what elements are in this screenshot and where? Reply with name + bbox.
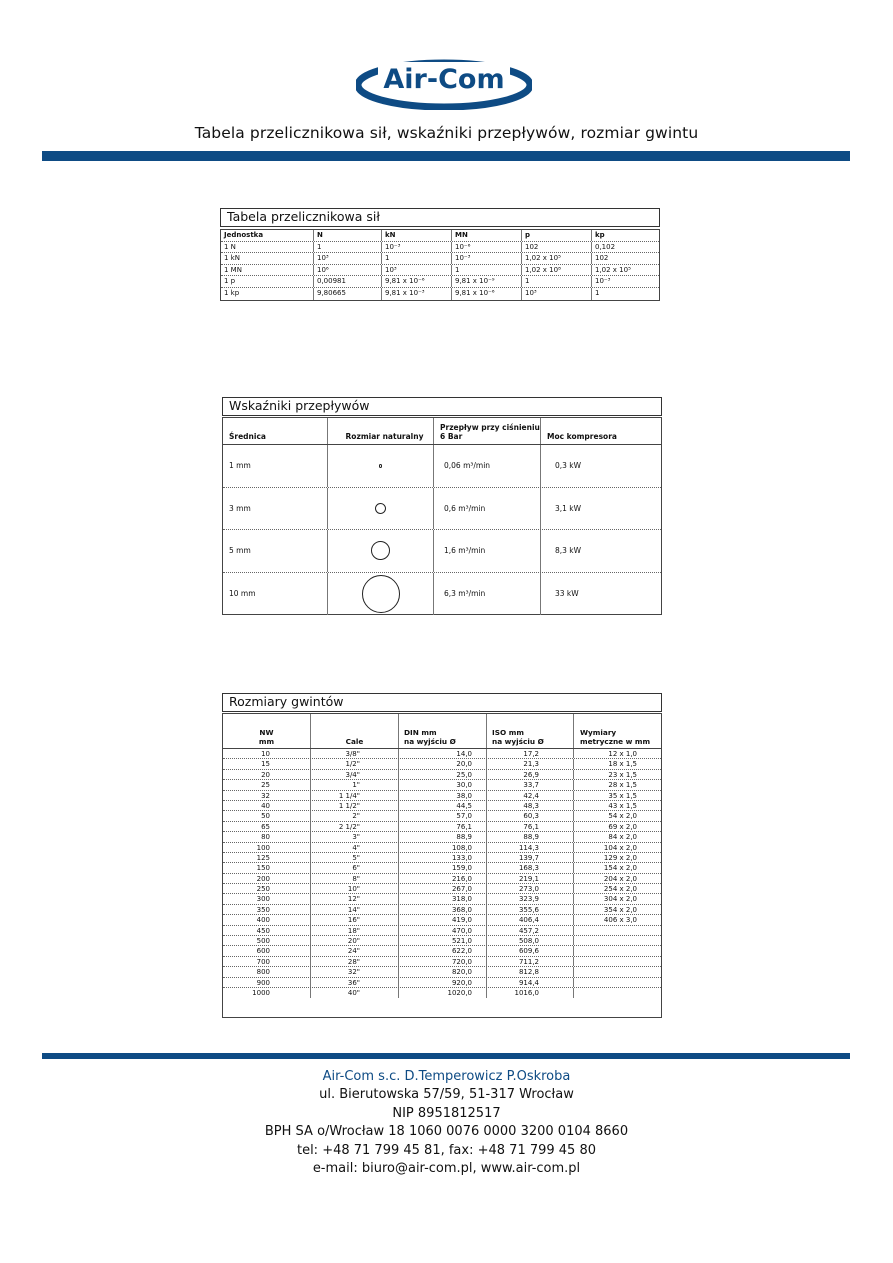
threads-cell: 1" <box>311 780 399 789</box>
threads-cell: 26,9 <box>487 770 574 779</box>
threads-cell: 21,3 <box>487 759 574 768</box>
threads-cell: 114,3 <box>487 843 574 852</box>
threads-cell: 318,0 <box>399 894 487 903</box>
flow-header-row <box>223 418 661 445</box>
threads-cell: 6" <box>311 863 399 872</box>
threads-row <box>223 894 661 904</box>
threads-cell: 84 x 2,0 <box>608 833 637 842</box>
threads-cell: 50 <box>223 811 311 820</box>
threads-cell: 323,9 <box>487 894 574 903</box>
forces-cell: 1 <box>595 288 600 297</box>
threads-cell: 700 <box>223 957 311 966</box>
threads-cell: 250 <box>223 884 311 893</box>
forces-cell: 1 N <box>221 242 314 253</box>
threads-cell <box>574 936 661 945</box>
natural-size-circle <box>375 503 386 514</box>
threads-cell: 1/2" <box>311 759 399 768</box>
footer-band <box>42 1053 850 1059</box>
threads-cell: 914,4 <box>487 978 574 987</box>
threads-cell: 5" <box>311 853 399 862</box>
threads-cell: 12 x 1,0 <box>608 750 637 758</box>
threads-cell: 32" <box>311 967 399 976</box>
threads-cell: 3" <box>311 832 399 841</box>
forces-row <box>221 242 659 254</box>
threads-row <box>223 759 661 769</box>
flow-diameter: 1 mm <box>223 445 328 487</box>
threads-cell: 820,0 <box>399 967 487 976</box>
threads-cell: 20 <box>223 770 311 779</box>
threads-cell: 154 x 2,0 <box>603 864 637 873</box>
threads-row <box>223 957 661 967</box>
threads-row <box>223 791 661 801</box>
threads-header-row <box>223 714 661 749</box>
threads-cell: 18 x 1,5 <box>608 760 637 769</box>
threads-cell: 14" <box>311 905 399 914</box>
threads-cell <box>574 978 661 987</box>
threads-cell: 28 x 1,5 <box>608 781 637 790</box>
flow-title: Wskaźniki przepływów <box>222 397 662 416</box>
threads-cell: 88,9 <box>487 832 574 841</box>
threads-cell: 36" <box>311 978 399 987</box>
flow-row <box>223 530 661 573</box>
threads-row <box>223 822 661 832</box>
flow-compressor-power: 8,3 kW <box>555 546 582 556</box>
threads-cell: 2 1/2" <box>311 822 399 831</box>
forces-row <box>221 276 659 288</box>
forces-cell: 1 <box>314 242 382 253</box>
threads-header-line: NW <box>259 728 274 737</box>
threads-row <box>223 770 661 780</box>
footer-address: ul. Bierutowska 57/59, 51-317 Wrocław <box>319 1087 574 1103</box>
threads-cell: 76,1 <box>487 822 574 831</box>
threads-row <box>223 988 661 998</box>
flow-table <box>222 417 662 615</box>
threads-table <box>222 713 662 1018</box>
flow-rate: 0,06 m³/min <box>434 445 541 487</box>
threads-cell: 300 <box>223 894 311 903</box>
forces-cell: 9,80665 <box>314 288 382 300</box>
footer-email: e-mail: biuro@air-com.pl, www.air-com.pl <box>312 1161 581 1177</box>
forces-cell: 1,02 x 10⁸ <box>522 265 592 276</box>
forces-row <box>221 265 659 277</box>
threads-header-metric <box>574 714 661 748</box>
threads-cell: 23 x 1,5 <box>608 770 637 779</box>
threads-cell <box>574 967 661 976</box>
forces-row <box>221 253 659 265</box>
threads-cell: 900 <box>223 978 311 987</box>
threads-row <box>223 926 661 936</box>
threads-cell: 508,0 <box>487 936 574 945</box>
forces-header-cell: kN <box>382 230 452 241</box>
threads-cell <box>574 926 661 935</box>
threads-cell: 267,0 <box>399 884 487 893</box>
forces-cell: 0,00981 <box>314 276 382 287</box>
threads-cell: 8" <box>311 874 399 883</box>
natural-size-circle <box>379 464 383 468</box>
natural-size-circle <box>362 575 400 613</box>
threads-cell: 57,0 <box>399 811 487 820</box>
threads-header-nw <box>223 714 311 748</box>
threads-cell: 129 x 2,0 <box>603 853 637 862</box>
threads-header-line: DIN mm <box>404 728 437 737</box>
forces-cell: 1 p <box>221 276 314 287</box>
threads-row <box>223 832 661 842</box>
threads-cell: 48,3 <box>487 801 574 810</box>
threads-row <box>223 863 661 873</box>
flow-header-cell: Moc kompresora <box>547 432 617 441</box>
forces-header-cell: p <box>522 230 592 241</box>
threads-row <box>223 936 661 946</box>
forces-cell: 1 kp <box>221 288 314 300</box>
flow-row <box>223 488 661 531</box>
threads-cell: 18" <box>311 926 399 935</box>
threads-row <box>223 780 661 790</box>
forces-cell: 10³ <box>382 265 452 276</box>
threads-cell: 1020,0 <box>399 988 487 998</box>
forces-cell: 10³ <box>314 253 382 264</box>
footer-nip: NIP 8951812517 <box>392 1105 501 1121</box>
threads-cell: 65 <box>223 822 311 831</box>
threads-row <box>223 915 661 925</box>
footer-phone: tel: +48 71 799 45 81, fax: +48 71 799 45 80 <box>296 1142 597 1158</box>
threads-row <box>223 843 661 853</box>
threads-cell: 35 x 1,5 <box>608 791 637 800</box>
forces-cell: 1 <box>382 253 452 264</box>
threads-cell: 920,0 <box>399 978 487 987</box>
threads-cell: 600 <box>223 946 311 955</box>
threads-row <box>223 801 661 811</box>
threads-cell: 500 <box>223 936 311 945</box>
threads-cell: 419,0 <box>399 915 487 924</box>
threads-cell: 139,7 <box>487 853 574 862</box>
forces-cell: 10⁻³ <box>382 242 452 253</box>
forces-header-row <box>221 230 659 242</box>
threads-cell: 60,3 <box>487 811 574 820</box>
threads-cell: 609,6 <box>487 946 574 955</box>
threads-cell: 3/4" <box>311 770 399 779</box>
footer-company: Air-Com s.c. D.Temperowicz P.Oskroba <box>322 1069 571 1084</box>
flow-rate: 1,6 m³/min <box>434 530 541 572</box>
threads-cell: 125 <box>223 853 311 862</box>
threads-cell: 622,0 <box>399 946 487 955</box>
forces-cell: 1 MN <box>221 265 314 276</box>
threads-cell: 108,0 <box>399 843 487 852</box>
forces-cell: 102 <box>522 242 592 253</box>
threads-cell: 457,2 <box>487 926 574 935</box>
natural-size-circle <box>371 541 390 560</box>
forces-cell: 9,81 x 10⁻⁶ <box>452 288 522 300</box>
forces-cell: 1 <box>452 265 522 276</box>
forces-header-cell: N <box>314 230 382 241</box>
threads-cell: 354 x 2,0 <box>603 905 637 914</box>
threads-row <box>223 905 661 915</box>
forces-header-cell: Jednostka <box>221 230 314 241</box>
threads-cell: 1000 <box>223 988 311 998</box>
flow-row <box>223 445 661 488</box>
threads-cell: 32 <box>223 791 311 800</box>
threads-cell: 40" <box>311 988 399 998</box>
threads-cell: 76,1 <box>399 822 487 831</box>
header-band <box>42 151 850 161</box>
threads-cell: 406 x 3,0 <box>603 916 637 925</box>
threads-cell: 800 <box>223 967 311 976</box>
forces-cell: 1 kN <box>221 253 314 264</box>
flow-natural-size <box>328 530 434 572</box>
threads-header-line: na wyjściu Ø <box>404 737 456 746</box>
threads-cell <box>574 988 661 998</box>
threads-cell: 273,0 <box>487 884 574 893</box>
threads-header-din <box>399 714 487 748</box>
flow-header-cell: Rozmiar naturalny <box>328 418 434 444</box>
threads-cell: 17,2 <box>487 749 574 758</box>
threads-cell: 159,0 <box>399 863 487 872</box>
threads-cell: 204 x 2,0 <box>603 874 637 883</box>
threads-row <box>223 811 661 821</box>
forces-cell: 10⁻⁶ <box>452 242 522 253</box>
threads-cell: 720,0 <box>399 957 487 966</box>
threads-header-line: Cale <box>345 737 364 746</box>
threads-cell: 25,0 <box>399 770 487 779</box>
flow-compressor-power: 3,1 kW <box>555 503 582 513</box>
forces-cell: 9,81 x 10⁻³ <box>382 288 452 300</box>
threads-cell: 20" <box>311 936 399 945</box>
threads-header-cale <box>311 714 399 748</box>
threads-cell: 16" <box>311 915 399 924</box>
forces-cell: 10⁻³ <box>452 253 522 264</box>
threads-cell: 14,0 <box>399 749 487 758</box>
flow-row <box>223 573 661 616</box>
threads-cell: 1016,0 <box>487 988 574 998</box>
threads-cell: 355,6 <box>487 905 574 914</box>
threads-row <box>223 978 661 988</box>
forces-cell: 9,81 x 10⁻⁹ <box>452 276 522 287</box>
threads-header-line: ISO mm <box>492 728 524 737</box>
threads-cell: 33,7 <box>487 780 574 789</box>
forces-cell: 10⁶ <box>314 265 382 276</box>
threads-cell: 20,0 <box>399 759 487 768</box>
page-title: Tabela przelicznikowa sił, wskaźniki przepływów, rozmiar gwintu <box>194 124 699 142</box>
forces-header-cell: kp <box>595 231 605 239</box>
forces-cell: 9,81 x 10⁻⁶ <box>382 276 452 287</box>
threads-row <box>223 749 661 759</box>
threads-header-iso <box>487 714 574 748</box>
forces-cell: 102 <box>595 254 609 263</box>
threads-cell: 12" <box>311 894 399 903</box>
forces-cell: 1,02 x 10⁵ <box>595 265 631 274</box>
threads-cell: 1 1/2" <box>311 801 399 810</box>
threads-cell: 304 x 2,0 <box>603 895 637 904</box>
forces-cell: 10³ <box>522 288 592 300</box>
flow-diameter: 10 mm <box>223 573 328 616</box>
threads-cell: 80 <box>223 832 311 841</box>
threads-header-line: Wymiary <box>580 728 617 737</box>
threads-row <box>223 884 661 894</box>
flow-compressor-power: 0,3 kW <box>555 461 582 471</box>
threads-cell: 200 <box>223 874 311 883</box>
flow-rate: 0,6 m³/min <box>434 488 541 530</box>
threads-cell: 10" <box>311 884 399 893</box>
threads-cell: 216,0 <box>399 874 487 883</box>
threads-row <box>223 874 661 884</box>
forces-cell: 1 <box>522 276 592 287</box>
forces-table <box>220 229 660 301</box>
threads-cell: 42,4 <box>487 791 574 800</box>
forces-cell: 10⁻³ <box>595 277 611 286</box>
threads-header-line: na wyjściu Ø <box>492 737 544 746</box>
forces-cell: 0,102 <box>595 242 616 251</box>
threads-cell: 10 <box>223 749 311 758</box>
threads-cell: 24" <box>311 946 399 955</box>
threads-cell <box>574 946 661 955</box>
threads-cell: 133,0 <box>399 853 487 862</box>
threads-cell: 812,8 <box>487 967 574 976</box>
threads-cell: 69 x 2,0 <box>608 822 637 831</box>
threads-cell: 104 x 2,0 <box>603 843 637 852</box>
threads-cell: 150 <box>223 863 311 872</box>
threads-cell: 100 <box>223 843 311 852</box>
threads-row <box>223 967 661 977</box>
logo-text: Air-Com <box>383 64 505 95</box>
threads-cell: 1 1/4" <box>311 791 399 800</box>
flow-header-cell: Przepływ przy ciśnieniu 6 Bar <box>434 418 541 444</box>
threads-cell: 350 <box>223 905 311 914</box>
threads-cell: 168,3 <box>487 863 574 872</box>
threads-cell: 3/8" <box>311 749 399 758</box>
threads-cell: 28" <box>311 957 399 966</box>
threads-cell: 4" <box>311 843 399 852</box>
threads-header-line: metryczne w mm <box>580 737 651 746</box>
flow-diameter: 3 mm <box>223 488 328 530</box>
threads-cell: 88,9 <box>399 832 487 841</box>
footer <box>0 1068 893 1178</box>
threads-cell: 470,0 <box>399 926 487 935</box>
footer-bank: BPH SA o/Wrocław 18 1060 0076 0000 3200 0104 8660 <box>264 1124 629 1140</box>
threads-cell: 400 <box>223 915 311 924</box>
flow-rate: 6,3 m³/min <box>434 573 541 616</box>
threads-cell: 30,0 <box>399 780 487 789</box>
threads-cell: 2" <box>311 811 399 820</box>
threads-cell: 254 x 2,0 <box>603 885 637 894</box>
threads-cell: 711,2 <box>487 957 574 966</box>
threads-cell: 40 <box>223 801 311 810</box>
threads-row <box>223 853 661 863</box>
threads-cell: 43 x 1,5 <box>608 801 637 810</box>
air-com-logo <box>356 54 532 110</box>
flow-diameter: 5 mm <box>223 530 328 572</box>
threads-header-line: mm <box>258 737 275 746</box>
threads-cell: 521,0 <box>399 936 487 945</box>
flow-natural-size <box>328 573 434 616</box>
forces-cell: 1,02 x 10⁵ <box>522 253 592 264</box>
threads-cell: 44,5 <box>399 801 487 810</box>
threads-cell: 450 <box>223 926 311 935</box>
threads-cell <box>574 957 661 966</box>
threads-cell: 219,1 <box>487 874 574 883</box>
threads-cell: 368,0 <box>399 905 487 914</box>
forces-row <box>221 288 659 300</box>
flow-natural-size <box>328 445 434 487</box>
forces-header-cell: MN <box>452 230 522 241</box>
forces-title: Tabela przelicznikowa sił <box>220 208 660 227</box>
threads-cell: 406,4 <box>487 915 574 924</box>
flow-header-cell: Średnica <box>223 418 328 444</box>
threads-cell: 38,0 <box>399 791 487 800</box>
threads-cell: 25 <box>223 780 311 789</box>
threads-cell: 54 x 2,0 <box>608 812 637 821</box>
threads-cell: 15 <box>223 759 311 768</box>
flow-compressor-power: 33 kW <box>555 589 579 599</box>
threads-row <box>223 946 661 956</box>
flow-natural-size <box>328 488 434 530</box>
threads-title: Rozmiary gwintów <box>222 693 662 712</box>
